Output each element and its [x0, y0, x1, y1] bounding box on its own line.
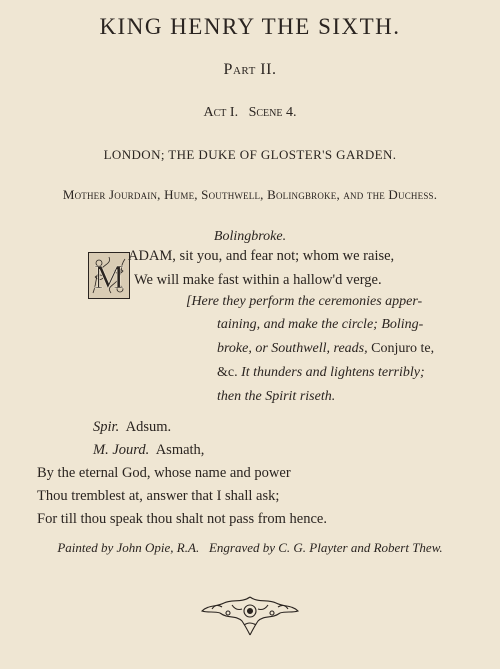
stage-direction-line-5: then the Spirit riseth.: [217, 389, 336, 404]
drop-cap-initial: [88, 252, 130, 299]
speech-line-2: We will make fast within a hallow'd verge.: [134, 272, 382, 288]
verse-line-1: By the eternal God, whose name and power: [37, 465, 291, 481]
characters-list: Mother Jourdain, Hume, Southwell, Bolingbroke, and the Duchess.: [62, 187, 438, 202]
jourdain-line: Asmath,: [155, 442, 205, 458]
etcetera-text: &c.: [217, 365, 242, 380]
stage-direction-line-1: [Here they perform the ceremonies apper-: [186, 294, 423, 309]
dialogue-jourdain: [93, 442, 204, 459]
floral-tailpiece-icon: [198, 593, 302, 639]
stage-direction-text: broke, or Southwell, reads,: [217, 341, 372, 356]
scene-location: LONDON; THE DUKE OF GLOSTER'S GARDEN.: [103, 147, 397, 162]
speech-line-1: ADAM, sit you, and fear not; whom we raise,: [128, 248, 395, 264]
spir-line: Adsum.: [125, 419, 172, 435]
part-heading: Part II.: [223, 61, 277, 78]
engraving-credit: Painted by John Opie, R.A. Engraved by C. G. Playter and Robert Thew.: [57, 540, 443, 555]
speaker-jourdain: M. Jourd.: [93, 442, 150, 458]
act-scene-heading: Act I. Scene 4.: [203, 105, 297, 120]
speaker-spir: Spir.: [93, 419, 120, 435]
verse-line-2: Thou tremblest at, answer that I shall ask;: [37, 488, 280, 504]
stage-direction-text: It thunders and lightens terribly;: [241, 365, 425, 380]
verse-line-3: For till thou speak thou shalt not pass from hence.: [37, 511, 327, 527]
incantation-text: Conjuro te,: [371, 341, 435, 356]
stage-direction-line-2: taining, and make the circle; Boling-: [217, 317, 424, 332]
speaker-name: Bolingbroke.: [213, 229, 287, 244]
dialogue-spir: [93, 419, 171, 436]
drop-cap-letter: M: [93, 259, 125, 296]
stage-direction-line-3: [217, 341, 434, 357]
page-title: KING HENRY THE SIXTH.: [99, 14, 401, 39]
stage-direction-line-4: [217, 365, 425, 381]
